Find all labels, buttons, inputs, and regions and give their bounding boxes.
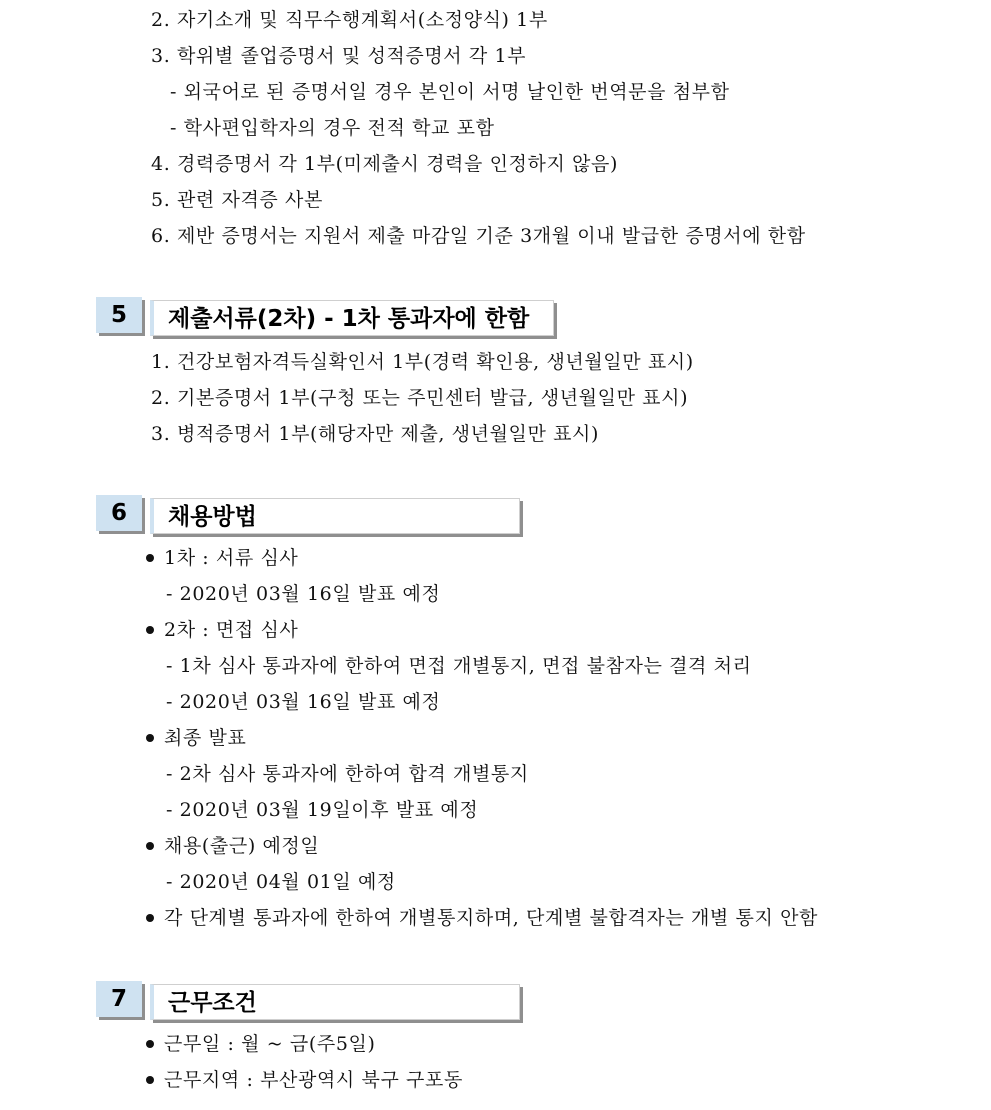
bullet-icon [146, 1076, 154, 1084]
list-item: 채용(출근) 예정일 [164, 835, 320, 857]
bullet-icon [146, 554, 154, 562]
list-item: 3. 학위별 졸업증명서 및 성적증명서 각 1부 [151, 45, 527, 67]
bullet-icon [146, 734, 154, 742]
section-number: 5 [96, 297, 142, 333]
list-item: - 외국어로 된 증명서일 경우 본인이 서명 날인한 번역문을 첨부함 [170, 81, 730, 103]
list-item: 근무일 : 월 ~ 금(주5일) [164, 1033, 376, 1055]
list-item: - 학사편입학자의 경우 전적 학교 포함 [170, 117, 495, 139]
bullet-icon [146, 842, 154, 850]
section-number: 6 [96, 495, 142, 531]
list-item: - 1차 심사 통과자에 한하여 면접 개별통지, 면접 불참자는 결격 처리 [166, 655, 752, 677]
list-item: 4. 경력증명서 각 1부(미제출시 경력을 인정하지 않음) [151, 153, 618, 175]
section-title: 채용방법 [150, 498, 520, 534]
list-item: - 2차 심사 통과자에 한하여 합격 개별통지 [166, 763, 529, 785]
list-item: 근무지역 : 부산광역시 북구 구포동 [164, 1069, 463, 1091]
list-item: 최종 발표 [164, 727, 247, 749]
list-item: 2. 자기소개 및 직무수행계획서(소정양식) 1부 [151, 9, 548, 31]
list-item: 1차 : 서류 심사 [164, 547, 299, 569]
list-item: 3. 병적증명서 1부(해당자만 제출, 생년월일만 표시) [151, 423, 600, 445]
section-title: 근무조건 [150, 984, 520, 1020]
list-item: 5. 관련 자격증 사본 [151, 189, 323, 211]
list-item: 1. 건강보험자격득실확인서 1부(경력 확인용, 생년월일만 표시) [151, 351, 694, 373]
list-item: 6. 제반 증명서는 지원서 제출 마감일 기준 3개월 이내 발급한 증명서에 한함 [151, 225, 806, 247]
list-item: - 2020년 03월 19일이후 발표 예정 [166, 799, 479, 821]
list-item: - 2020년 03월 16일 발표 예정 [166, 691, 441, 713]
list-item: 2. 기본증명서 1부(구청 또는 주민센터 발급, 생년월일만 표시) [151, 387, 689, 409]
section-number: 7 [96, 981, 142, 1017]
list-item: - 2020년 04월 01일 예정 [166, 871, 396, 893]
bullet-icon [146, 1040, 154, 1048]
list-item: 2차 : 면접 심사 [164, 619, 299, 641]
bullet-icon [146, 626, 154, 634]
list-item: - 2020년 03월 16일 발표 예정 [166, 583, 441, 605]
bullet-icon [146, 914, 154, 922]
list-item: 각 단계별 통과자에 한하여 개별통지하며, 단계별 불합격자는 개별 통지 안함 [164, 907, 818, 929]
section-title: 제출서류(2차) - 1차 통과자에 한함 [150, 300, 554, 336]
